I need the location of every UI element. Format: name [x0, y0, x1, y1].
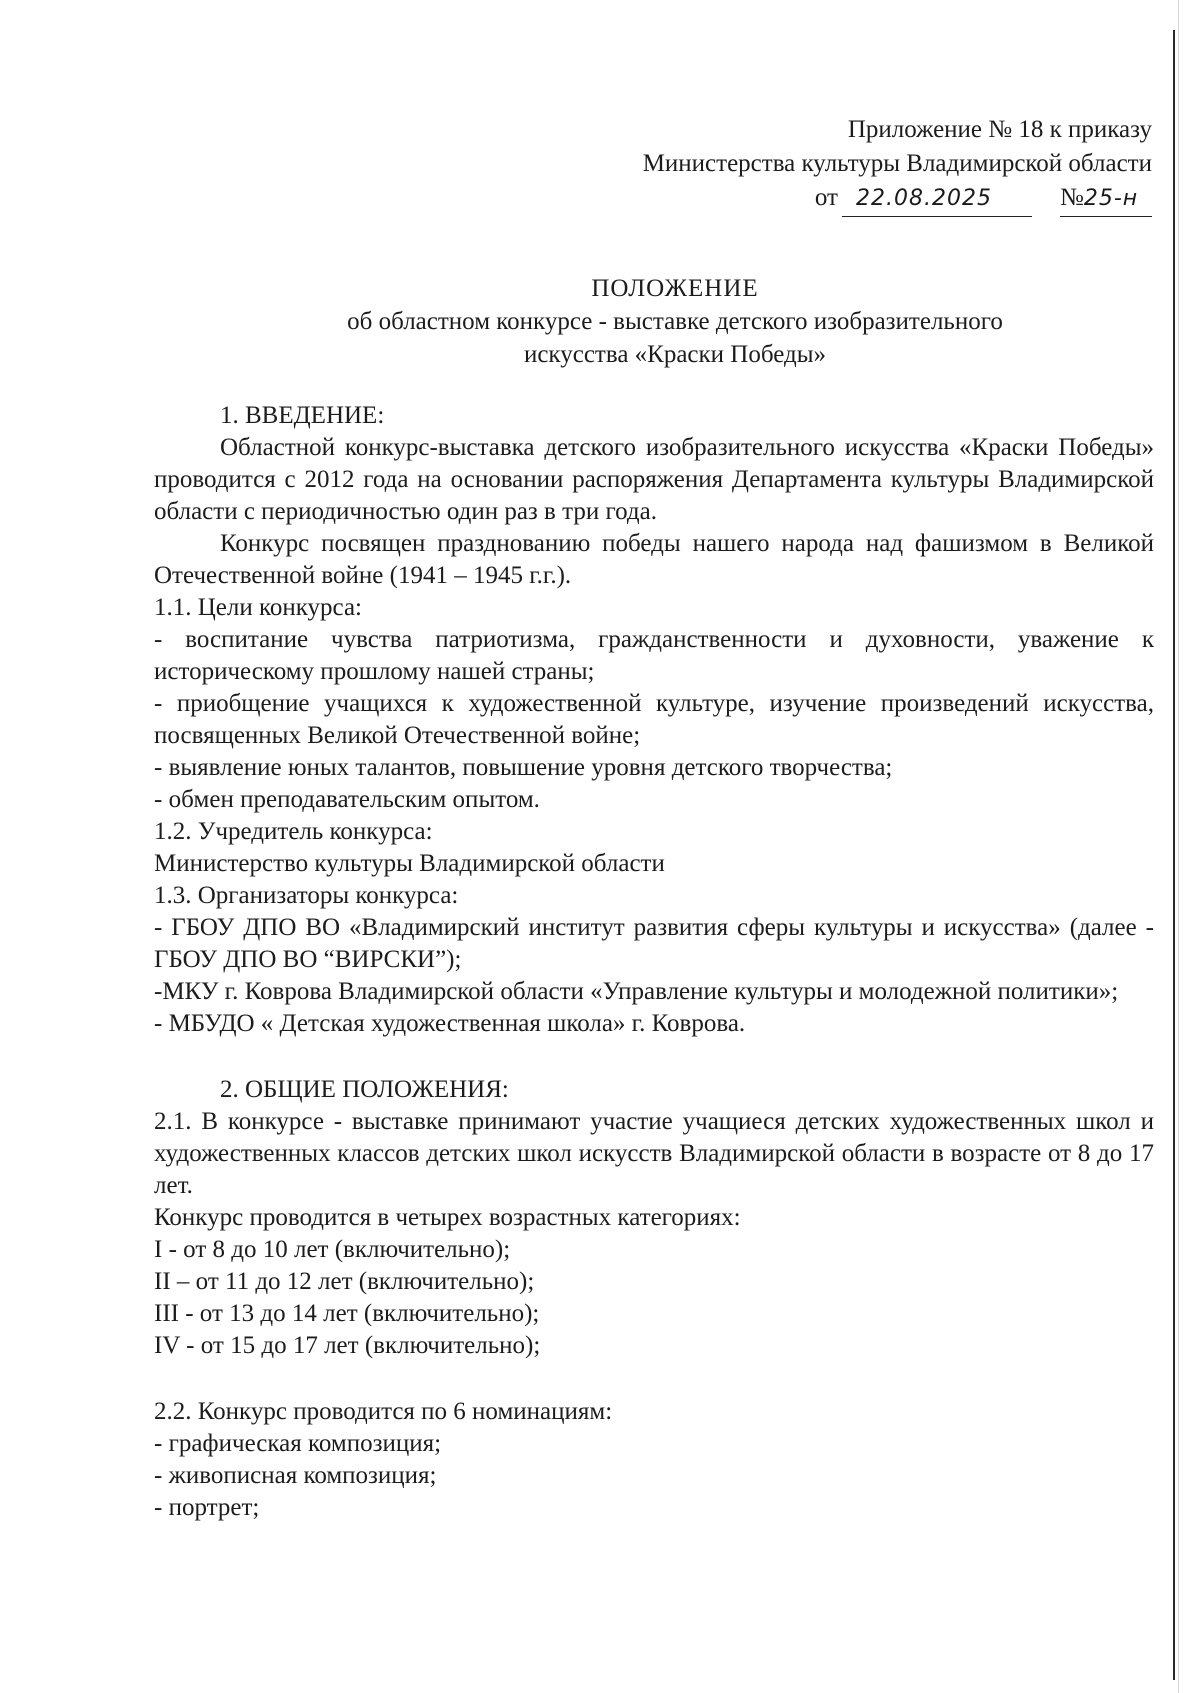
categories-intro: Конкурс проводится в четырех возрастных категориях:: [154, 1204, 741, 1231]
title-sub-2: искусства «Краски Победы»: [523, 341, 827, 368]
nominations-intro: 2.2. Конкурс проводится по 6 номинациям:: [154, 1398, 613, 1425]
goal-item: - обмен преподавательским опытом.: [154, 786, 540, 813]
nomination-item: - графическая композиция;: [154, 1430, 442, 1457]
appendix-header: [643, 113, 1152, 217]
organizers-heading: 1.3. Организаторы конкурса:: [154, 882, 459, 909]
age-category-item: III - от 13 до 14 лет (включительно);: [154, 1300, 540, 1327]
section-2-heading: 2. ОБЩИЕ ПОЛОЖЕНИЯ:: [220, 1076, 509, 1103]
goal-item: - приобщение учащихся к художественной культуре, изучение произведений искусства, посвященных Великой Отечественной войне;: [154, 690, 1154, 749]
age-category-item: I - от 8 до 10 лет (включительно);: [154, 1236, 511, 1263]
organizer-item: - ГБОУ ДПО ВО «Владимирский институт развития сферы культуры и искусства» (далее - ГБОУ ДПО ВО “ВИРСКИ”);: [154, 914, 1154, 973]
document-title: [120, 272, 1200, 371]
section-spacer: [154, 1362, 1154, 1396]
nomination-item: - живописная композиция;: [154, 1462, 437, 1489]
title-main: ПОЛОЖЕНИЕ: [591, 275, 759, 302]
age-category-item: IV - от 15 до 17 лет (включительно);: [154, 1332, 541, 1359]
appendix-line-1: Приложение № 18 к приказу: [847, 116, 1152, 143]
goal-item: - воспитание чувства патриотизма, гражданственности и духовности, уважение к историческому прошлому нашей страны;: [154, 626, 1154, 685]
founder-name: Министерство культуры Владимирской области: [154, 850, 665, 877]
intro-paragraph-1: Областной конкурс-выставка детского изобразительного искусства «Краски Победы» проводится с 2012 года на основании распоряжения Департамента культуры Владимирской области с периодичностью один раз в три года.: [154, 434, 1154, 525]
appendix-line-2: Министерства культуры Владимирской области: [642, 150, 1152, 177]
order-date-row: [643, 181, 1152, 217]
handwritten-date: 22.08.2025: [842, 182, 1032, 217]
handwritten-number: 25-н: [1083, 186, 1139, 211]
scan-edge-shadow: [1178, 0, 1179, 1693]
goal-item: - выявление юных талантов, повышение уровня детского творчества;: [154, 754, 893, 781]
section-1-heading: 1. ВВЕДЕНИЕ:: [220, 402, 385, 429]
age-category-item: II – от 11 до 12 лет (включительно);: [154, 1268, 535, 1295]
founder-heading: 1.2. Учредитель конкурса:: [154, 818, 433, 845]
goals-heading: 1.1. Цели конкурса:: [154, 594, 362, 621]
organizer-item: -МКУ г. Коврова Владимирской области «Управление культуры и молодежной политики»;: [154, 978, 1119, 1005]
participants-paragraph: 2.1. В конкурсе - выставке принимают участие учащиеся детских художественных школ и художественных классов детских школ искусств Владимирской области в возрасте от 8 до 17 лет.: [154, 1108, 1154, 1199]
order-number-field: [1060, 181, 1152, 217]
document-body: [154, 400, 1154, 1524]
section-spacer: [154, 1040, 1154, 1074]
number-prefix: №: [1060, 184, 1084, 211]
title-sub-1: об областном конкурсе - выставке детского изобразительного: [347, 308, 1003, 335]
organizer-item: - МБУДО « Детская художественная школа» г. Коврова.: [154, 1010, 746, 1037]
nomination-item: - портрет;: [154, 1494, 260, 1521]
intro-paragraph-2: Конкурс посвящен празднованию победы нашего народа над фашизмом в Великой Отечественной войне (1941 – 1945 г.г.).: [154, 530, 1154, 589]
date-prefix: от: [814, 184, 838, 211]
